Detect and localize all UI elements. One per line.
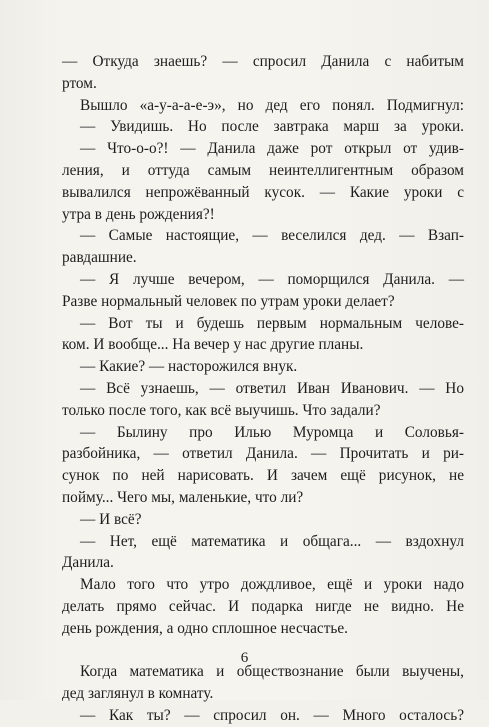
text-line: — Вот ты и будешь первым нормальным челове- bbox=[80, 314, 464, 332]
text-line: — Былину про Илью Муромца и Соловья- bbox=[80, 423, 464, 441]
text-line: — Я лучше вечером, — поморщился Данила. — bbox=[80, 270, 464, 288]
text-line: — Всё узнаешь, — ответил Иван Иванович. — Но bbox=[80, 379, 464, 397]
text-line: Данила. bbox=[62, 554, 114, 572]
text-line: Мало того что утро дождливое, ещё и уроки надо bbox=[80, 576, 464, 594]
text-line: только после того, как всё выучишь. Что задали? bbox=[62, 401, 381, 419]
text-line: пойму... Чего мы, маленькие, что ли? bbox=[62, 488, 304, 506]
text-line: — Нет, ещё математика и общага... — вздохнул bbox=[80, 532, 464, 550]
text-line: Когда математика и обществознание были выучены, bbox=[80, 663, 464, 681]
text-line: ком. И вообще... На вечер у нас другие планы. bbox=[62, 336, 364, 354]
text-line: день рождения, а одно сплошное несчастье. bbox=[62, 619, 348, 637]
text-line: — Какие? — насторожился внук. bbox=[80, 358, 298, 376]
text-line: утра в день рождения?! bbox=[62, 205, 215, 223]
page-body-text bbox=[62, 51, 464, 727]
text-line: сунок по ней нарисовать. И зачем ещё рисунок, не bbox=[62, 467, 464, 485]
text-line: вывалился непрожёванный кусок. — Какие уроки с bbox=[62, 183, 464, 201]
text-line: Вышло «а-у-а-а-е-э», но дед его понял. Подмигнул: bbox=[80, 96, 464, 114]
text-line: — Что-о-о?! — Данила даже рот открыл от удив- bbox=[80, 140, 464, 158]
text-line: равдашние. bbox=[62, 249, 137, 267]
text-line: разбойника, — ответил Данила. — Прочитать и ри- bbox=[62, 445, 464, 463]
text-line: делать прямо сейчас. И подарка нигде не видно. Не bbox=[62, 597, 464, 615]
text-line: — И всё? bbox=[80, 510, 142, 528]
text-line: — Увидишь. Но после завтрака марш за уроки. bbox=[80, 118, 464, 136]
page-number: 6 bbox=[240, 650, 249, 666]
text-line: ления, и оттуда самым неинтеллигентным образом bbox=[62, 161, 464, 179]
text-line: ртом. bbox=[62, 74, 97, 92]
text-line: дед заглянул в комнату. bbox=[62, 685, 214, 703]
text-line: Разве нормальный человек по утрам уроки делает? bbox=[62, 292, 395, 310]
text-line: — Откуда знаешь? — спросил Данила с набитым bbox=[62, 53, 464, 70]
text-line: — Как ты? — спросил он. — Много осталось? bbox=[80, 706, 464, 724]
text-line: — Самые настоящие, — веселился дед. — Взап- bbox=[80, 227, 464, 245]
